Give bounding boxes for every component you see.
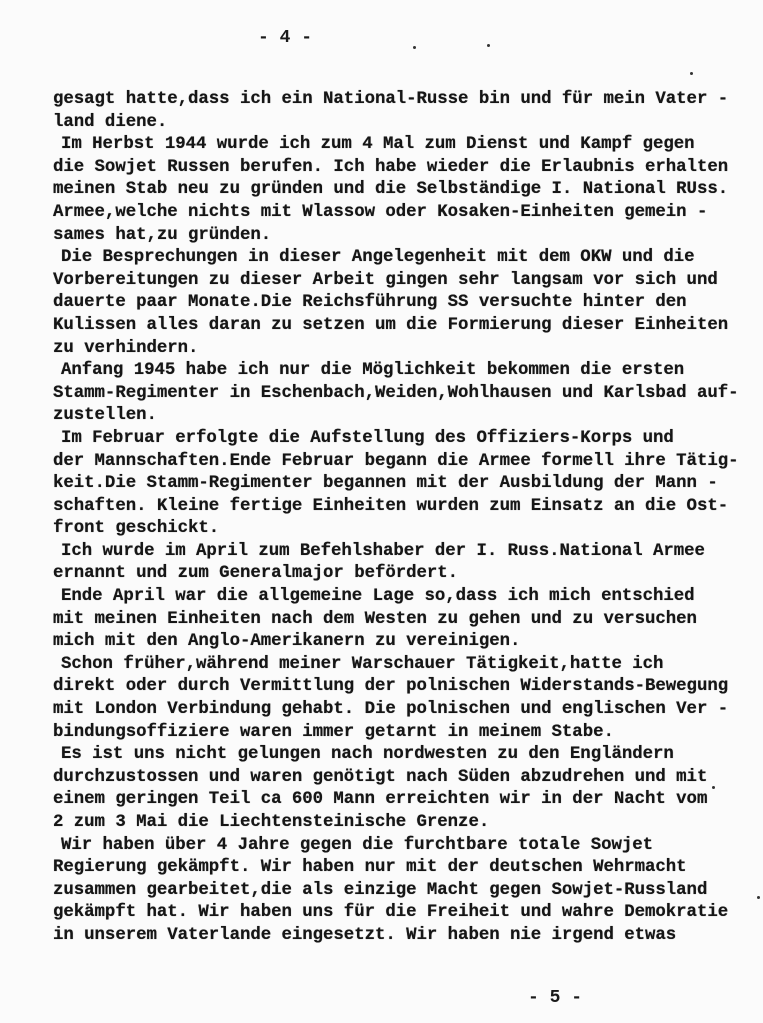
text-line: Kulissen alles daran zu setzen um die Formierung dieser Einheiten [53, 315, 729, 335]
text-line: land diene. [53, 112, 168, 132]
text-line: mit meinen Einheiten nach dem Westen zu gehen und zu versuchen [53, 609, 697, 629]
text-line: Im Herbst 1944 wurde ich zum 4 Mal zum Dienst und Kampf gegen [61, 135, 695, 155]
text-line: ernannt und zum Generalmajor befördert. [53, 564, 459, 584]
text-line: Es ist uns nicht gelungen nach nordwesten zu den Engländern [61, 745, 674, 765]
text-line: gekämpft hat. Wir haben uns für die Freiheit und wahre Demokratie [53, 903, 729, 923]
scan-speck [757, 896, 760, 899]
document-body [53, 89, 753, 948]
text-line: Armee,welche nichts mit Wlassow oder Kosaken-Einheiten gemein - [53, 202, 708, 222]
text-line: zu verhindern. [53, 338, 199, 358]
text-line: front geschickt. [53, 519, 220, 539]
text-line: 2 zum 3 Mai die Liechtensteinische Grenze. [53, 813, 490, 832]
text-line: schaften. Kleine fertige Einheiten wurden zum Einsatz an die Ost- [53, 496, 729, 516]
text-line: dauerte paar Monate.Die Reichsführung SS versuchte hinter den [53, 293, 687, 313]
scan-speck [487, 44, 490, 47]
text-line: Ich wurde im April zum Befehlshaber der I. Russ.National Armee [61, 541, 705, 561]
text-line: meinen Stab neu zu gründen und die Selbständige I. National RUss. [53, 180, 729, 200]
text-line: Die Besprechungen in dieser Angelegenheit mit dem OKW und die [61, 248, 695, 268]
text-line: in unserem Vaterlande eingesetzt. Wir haben nie irgend etwas [53, 925, 677, 945]
text-line: Vorbereitungen zu dieser Arbeit gingen sehr langsam vor sich und [53, 270, 718, 290]
text-line: einem geringen Teil ca 600 Mann erreichten wir in der Nacht vom [53, 790, 708, 810]
scan-speck [712, 786, 715, 789]
text-line: mich mit den Anglo-Amerikanern zu vereinigen. [53, 632, 521, 652]
text-line: zustellen. [53, 406, 157, 426]
text-line: zusammen gearbeitet,die als einzige Macht gegen Sowjet-Russland [53, 880, 708, 900]
text-line: Stamm-Regimenter in Eschenbach,Weiden,Wohlhausen und Karlsbad auf- [53, 383, 739, 403]
text-line: die Sowjet Russen berufen. Ich habe wieder die Erlaubnis erhalten [53, 157, 729, 177]
text-line: bindungsoffiziere waren immer getarnt in meinem Stabe. [53, 722, 614, 742]
scan-speck [690, 72, 693, 75]
text-line: Anfang 1945 habe ich nur die Möglichkeit bekommen die ersten [61, 361, 685, 381]
text-line: Regierung gekämpft. Wir haben nur mit der deutschen Wehrmacht [53, 858, 687, 878]
text-line: sames hat,zu gründen. [53, 225, 272, 245]
text-line: direkt oder durch Vermittlung der polnischen Widerstands-Bewegung [53, 677, 729, 697]
text-line: Im Februar erfolgte die Aufstellung des Offiziers-Korps und [61, 428, 674, 448]
text-line: mit London Verbindung gehabt. Die polnischen und englischen Ver - [53, 700, 729, 720]
page-number-top: - 4 - [258, 28, 313, 48]
text-line: der Mannschaften.Ende Februar begann die Armee formell ihre Tätig- [53, 451, 739, 471]
text-line: Wir haben über 4 Jahre gegen die furchtbare totale Sowjet [61, 835, 654, 855]
scan-speck [413, 46, 416, 49]
page-number-bottom: - 5 - [528, 988, 583, 1008]
text-line: keit.Die Stamm-Regimenter begannen mit der Ausbildung der Mann - [53, 474, 718, 494]
text-line: Ende April war die allgemeine Lage so,dass ich mich entschied [61, 587, 695, 607]
text-line: Schon früher,während meiner Warschauer Tätigkeit,hatte ich [61, 654, 664, 674]
text-line: gesagt hatte,dass ich ein National-Russe bin und für mein Vater - [53, 90, 729, 109]
text-line: durchzustossen und waren genötigt nach Süden abzudrehen und mit [53, 767, 708, 787]
